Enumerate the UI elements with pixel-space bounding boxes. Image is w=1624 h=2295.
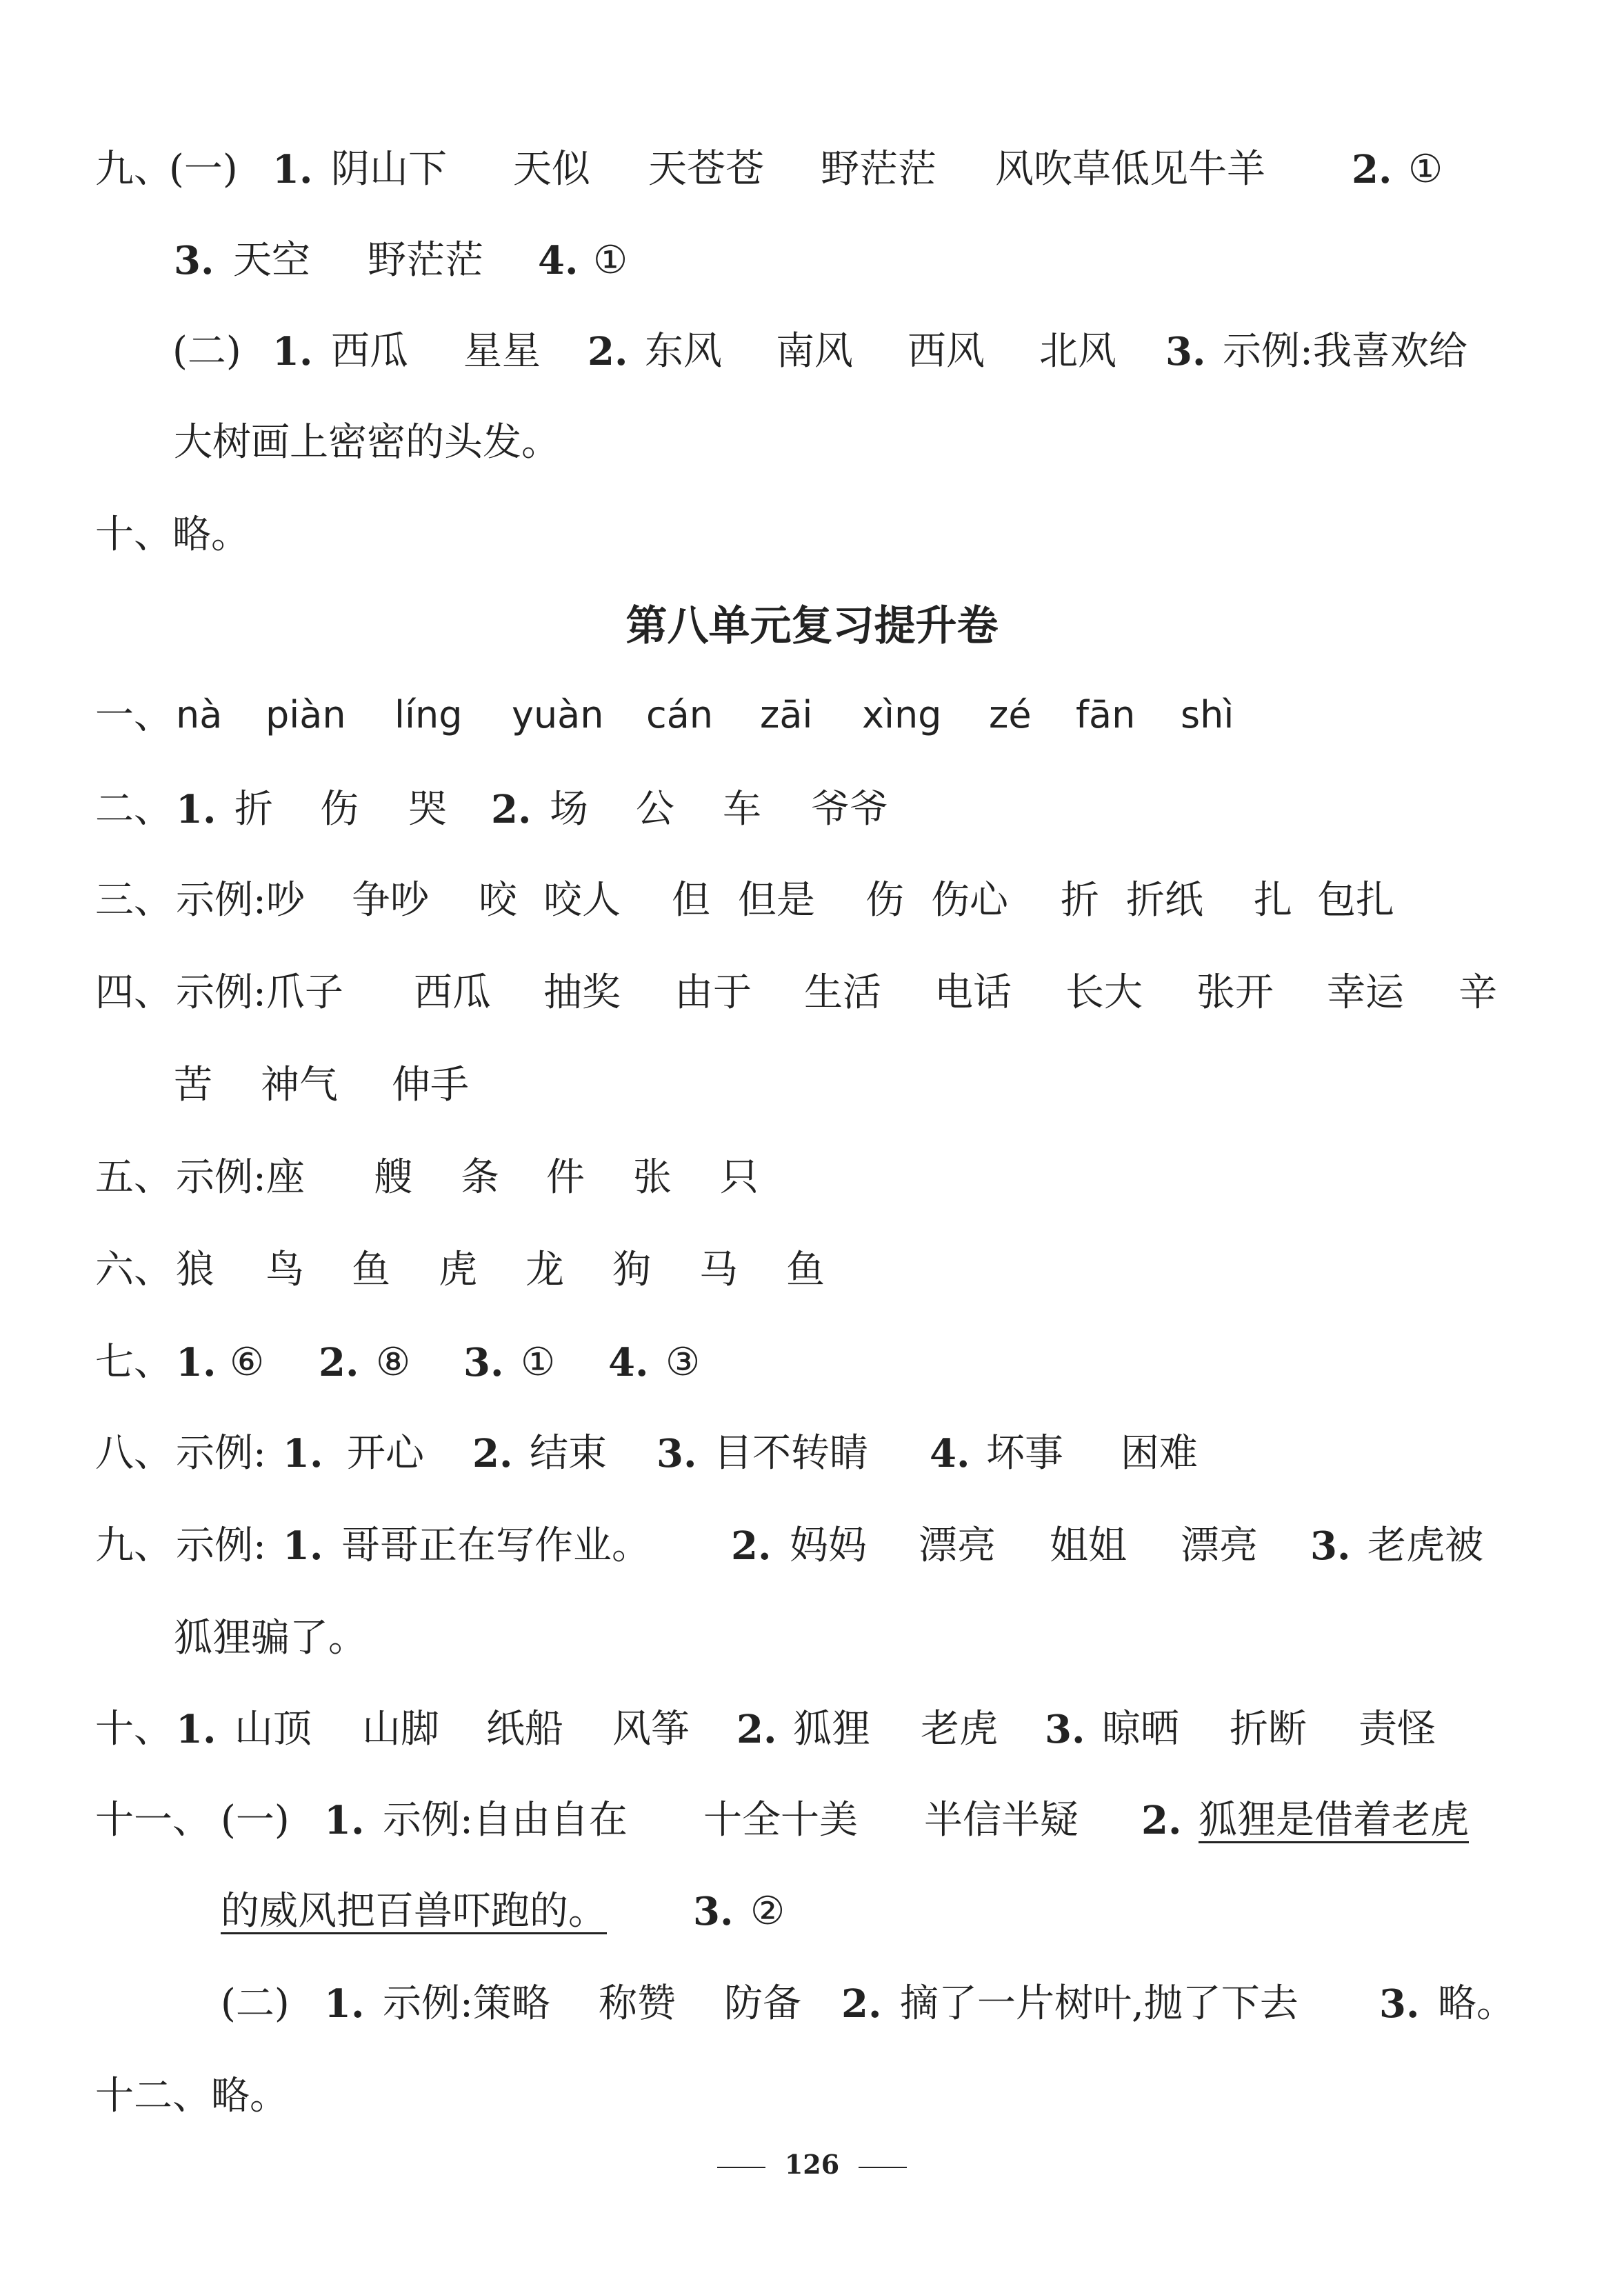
answer-text: 马	[699, 1247, 738, 1292]
item-number: 2.	[841, 1981, 882, 2027]
item-number: 2.	[319, 1340, 359, 1385]
answer-text: ①	[593, 238, 628, 283]
answer-text: 责怪	[1359, 1707, 1436, 1752]
item-number: 1.	[176, 787, 217, 832]
answer-text: 折	[1061, 878, 1099, 923]
answer-text: 争吵	[352, 878, 429, 923]
answer-text: 纸船	[486, 1707, 563, 1752]
item-number: 3.	[1045, 1707, 1085, 1752]
answer-text: 野茫茫	[821, 147, 936, 192]
answer-text: 鱼	[352, 1247, 390, 1292]
answer-text: 西瓜	[331, 329, 408, 374]
item-number: 3.	[1310, 1523, 1351, 1569]
answer-text: 伤心	[931, 878, 1008, 923]
item-number: 2.	[1141, 1798, 1182, 1843]
answer-text: 摘了一片树叶,抛了下去	[900, 1981, 1299, 2026]
answer-text: 辛	[1458, 970, 1497, 1015]
answer-text: 阴山下	[331, 147, 447, 192]
answer-text: 八、	[95, 1431, 172, 1476]
answer-text: 十一、	[95, 1798, 211, 1843]
answer-text: 场	[550, 787, 588, 832]
answer-text: 哥哥正在写作业。	[341, 1523, 650, 1568]
answer-text: ⑧	[376, 1340, 411, 1385]
left-dash	[717, 2167, 765, 2168]
answer-text: 咬	[479, 878, 517, 923]
item-number: 2.	[491, 787, 532, 832]
item-number: 1.	[272, 147, 313, 192]
item-number: 3.	[174, 238, 214, 283]
item-number: 3.	[1165, 329, 1206, 374]
item-number: 2.	[731, 1523, 772, 1569]
answer-text: 的威风把百兽吓跑的。	[221, 1889, 607, 1934]
answer-text: 狐狸	[793, 1707, 870, 1752]
answer-text: (二)	[221, 1981, 290, 2026]
item-number: 2.	[472, 1431, 513, 1476]
answer-text: 抽奖	[543, 970, 621, 1015]
pinyin-syllable: nà	[176, 693, 223, 736]
answer-text: 山顶	[234, 1707, 312, 1752]
item-number: 3.	[656, 1431, 697, 1476]
answer-text: 但是	[738, 878, 815, 923]
answer-text: 示例:策略	[383, 1981, 550, 2026]
answer-text: 只	[720, 1155, 759, 1200]
item-number: 3.	[1379, 1981, 1420, 2027]
answer-text: 称赞	[599, 1981, 676, 2026]
answer-text: 公	[636, 787, 674, 832]
answer-text: 晾晒	[1102, 1707, 1179, 1752]
answer-text: 苦	[174, 1063, 212, 1108]
item-number: 2.	[736, 1707, 777, 1752]
answer-text: 九、	[95, 147, 172, 192]
answer-text: 四、	[95, 970, 172, 1015]
answer-text: 示例:自由自在	[383, 1798, 628, 1843]
answer-text: 伤	[865, 878, 904, 923]
answer-text: ②	[750, 1889, 785, 1934]
answer-text: 由于	[674, 970, 752, 1015]
answer-text: 但	[672, 878, 710, 923]
item-number: 3.	[693, 1889, 734, 1934]
answer-text: 狼	[176, 1247, 214, 1292]
page-number	[0, 2149, 1624, 2180]
answer-text: 龙	[525, 1247, 564, 1292]
answer-text: 目不转睛	[714, 1431, 868, 1476]
answer-text: 山脚	[362, 1707, 439, 1752]
pinyin-syllable: líng	[394, 693, 463, 736]
answer-text: 九、	[95, 1523, 172, 1568]
answer-text: 鸟	[265, 1247, 304, 1292]
item-number: 1.	[176, 1340, 217, 1385]
answer-text: 件	[546, 1155, 585, 1200]
answer-text: 示例:我喜欢给	[1223, 329, 1467, 374]
answer-text: 十、	[95, 1707, 172, 1752]
answer-text: 示例:	[176, 1431, 266, 1476]
item-number: 1.	[272, 329, 313, 374]
right-dash	[859, 2167, 907, 2168]
answer-text: 哭	[408, 787, 447, 832]
pinyin-syllable: cán	[646, 693, 714, 736]
pinyin-syllable: zāi	[760, 693, 813, 736]
item-number: 3.	[463, 1340, 504, 1385]
answer-text: ⑥	[230, 1340, 265, 1385]
answer-text: 天苍苍	[648, 147, 764, 192]
answer-text: 狐狸骗了。	[174, 1616, 367, 1661]
answer-text: 狗	[612, 1247, 651, 1292]
answer-text: ①	[521, 1340, 556, 1385]
answer-text: 示例:座	[176, 1155, 305, 1200]
answer-text: 野茫茫	[368, 238, 483, 283]
item-number: 4.	[608, 1340, 649, 1385]
pinyin-syllable: yuàn	[512, 693, 604, 736]
answer-text: ①	[1408, 147, 1443, 192]
answer-text: 电话	[934, 970, 1012, 1015]
pinyin-syllable: zé	[989, 693, 1032, 736]
pinyin-syllable: fān	[1076, 693, 1136, 736]
answer-text: 七、	[95, 1340, 172, 1385]
answer-text: 爷爷	[811, 787, 888, 832]
answer-text: 妈妈	[790, 1523, 867, 1568]
answer-text: 条	[461, 1155, 499, 1200]
answer-text: 虎	[439, 1247, 477, 1292]
answer-text: (一)	[169, 147, 238, 192]
section-heading: 第八单元复习提升卷	[625, 602, 999, 650]
answer-text: 东风	[645, 329, 722, 374]
answer-text: 幸运	[1327, 970, 1404, 1015]
answer-text: 西风	[908, 329, 985, 374]
answer-text: 大树画上密密的头发。	[174, 420, 560, 465]
answer-text: 十、略。	[95, 512, 250, 557]
answer-text: 姐姐	[1050, 1523, 1127, 1568]
answer-text: 狐狸是借着老虎	[1199, 1798, 1469, 1843]
answer-text: 老虎	[921, 1707, 998, 1752]
answer-text: 示例:爪子	[176, 970, 343, 1015]
answer-text: 扎	[1254, 878, 1292, 923]
answer-text: 伸手	[392, 1063, 469, 1108]
answer-text: 南风	[776, 329, 853, 374]
answer-text: 坏事	[986, 1431, 1063, 1476]
answer-text: 长大	[1065, 970, 1143, 1015]
answer-text: (一)	[221, 1798, 290, 1843]
answer-text: 艘	[374, 1155, 412, 1200]
answer-text: 漂亮	[1181, 1523, 1258, 1568]
answer-text: 伤	[320, 787, 359, 832]
answer-text: 天似	[513, 147, 590, 192]
answer-text: 三、	[95, 878, 172, 923]
answer-text: 略。	[1438, 1981, 1515, 2026]
answer-text: 示例:吵	[176, 878, 305, 923]
answer-text: 二、	[95, 787, 172, 832]
answer-text: 六、	[95, 1247, 172, 1292]
answer-text: 折	[234, 787, 273, 832]
answer-text: 十二、略。	[95, 2074, 288, 2118]
answer-text: 防备	[724, 1981, 801, 2026]
page-number-text: 126	[784, 2149, 840, 2180]
answer-text: 生活	[804, 970, 881, 1015]
item-number: 4.	[930, 1431, 970, 1476]
answer-text: 北风	[1039, 329, 1116, 374]
answer-text: 车	[723, 787, 761, 832]
answer-text: 张	[633, 1155, 672, 1200]
answer-text: 开心	[347, 1431, 424, 1476]
item-number: 1.	[176, 1707, 217, 1752]
answer-text: 星星	[463, 329, 541, 374]
item-number: 2.	[588, 329, 628, 374]
answer-text: (二)	[172, 329, 241, 374]
answer-text: 半信半疑	[924, 1798, 1079, 1843]
answer-text: 咬人	[543, 878, 621, 923]
answer-text: 老虎被	[1367, 1523, 1483, 1568]
item-number: 1.	[324, 1981, 365, 2027]
answer-text: 折断	[1230, 1707, 1307, 1752]
answer-text: 漂亮	[919, 1523, 996, 1568]
answer-text: 鱼	[786, 1247, 825, 1292]
answer-text: 折纸	[1126, 878, 1203, 923]
item-number: 1.	[283, 1431, 323, 1476]
answer-text: 包扎	[1317, 878, 1394, 923]
item-number: 2.	[1352, 147, 1392, 192]
answer-text: 示例:	[176, 1523, 266, 1568]
item-number: 4.	[538, 238, 579, 283]
answer-text: 风筝	[612, 1707, 690, 1752]
pinyin-syllable: shì	[1181, 693, 1234, 736]
answer-text: 困难	[1121, 1431, 1198, 1476]
answer-text: 结束	[530, 1431, 607, 1476]
pinyin-syllable: xìng	[862, 693, 942, 736]
answer-text: 五、	[95, 1155, 172, 1200]
answer-text: 张开	[1196, 970, 1274, 1015]
item-number: 1.	[324, 1798, 365, 1843]
answer-text: 天空	[233, 238, 310, 283]
answer-text: 风吹草低见牛羊	[995, 147, 1265, 192]
item-number: 1.	[283, 1523, 323, 1569]
answer-text: 西瓜	[414, 970, 491, 1015]
answer-text: 十全十美	[703, 1798, 858, 1843]
pinyin-syllable: piàn	[265, 693, 346, 736]
answer-text: 神气	[261, 1063, 338, 1108]
answer-text: 一、	[95, 693, 172, 738]
answer-text: ③	[665, 1340, 701, 1385]
